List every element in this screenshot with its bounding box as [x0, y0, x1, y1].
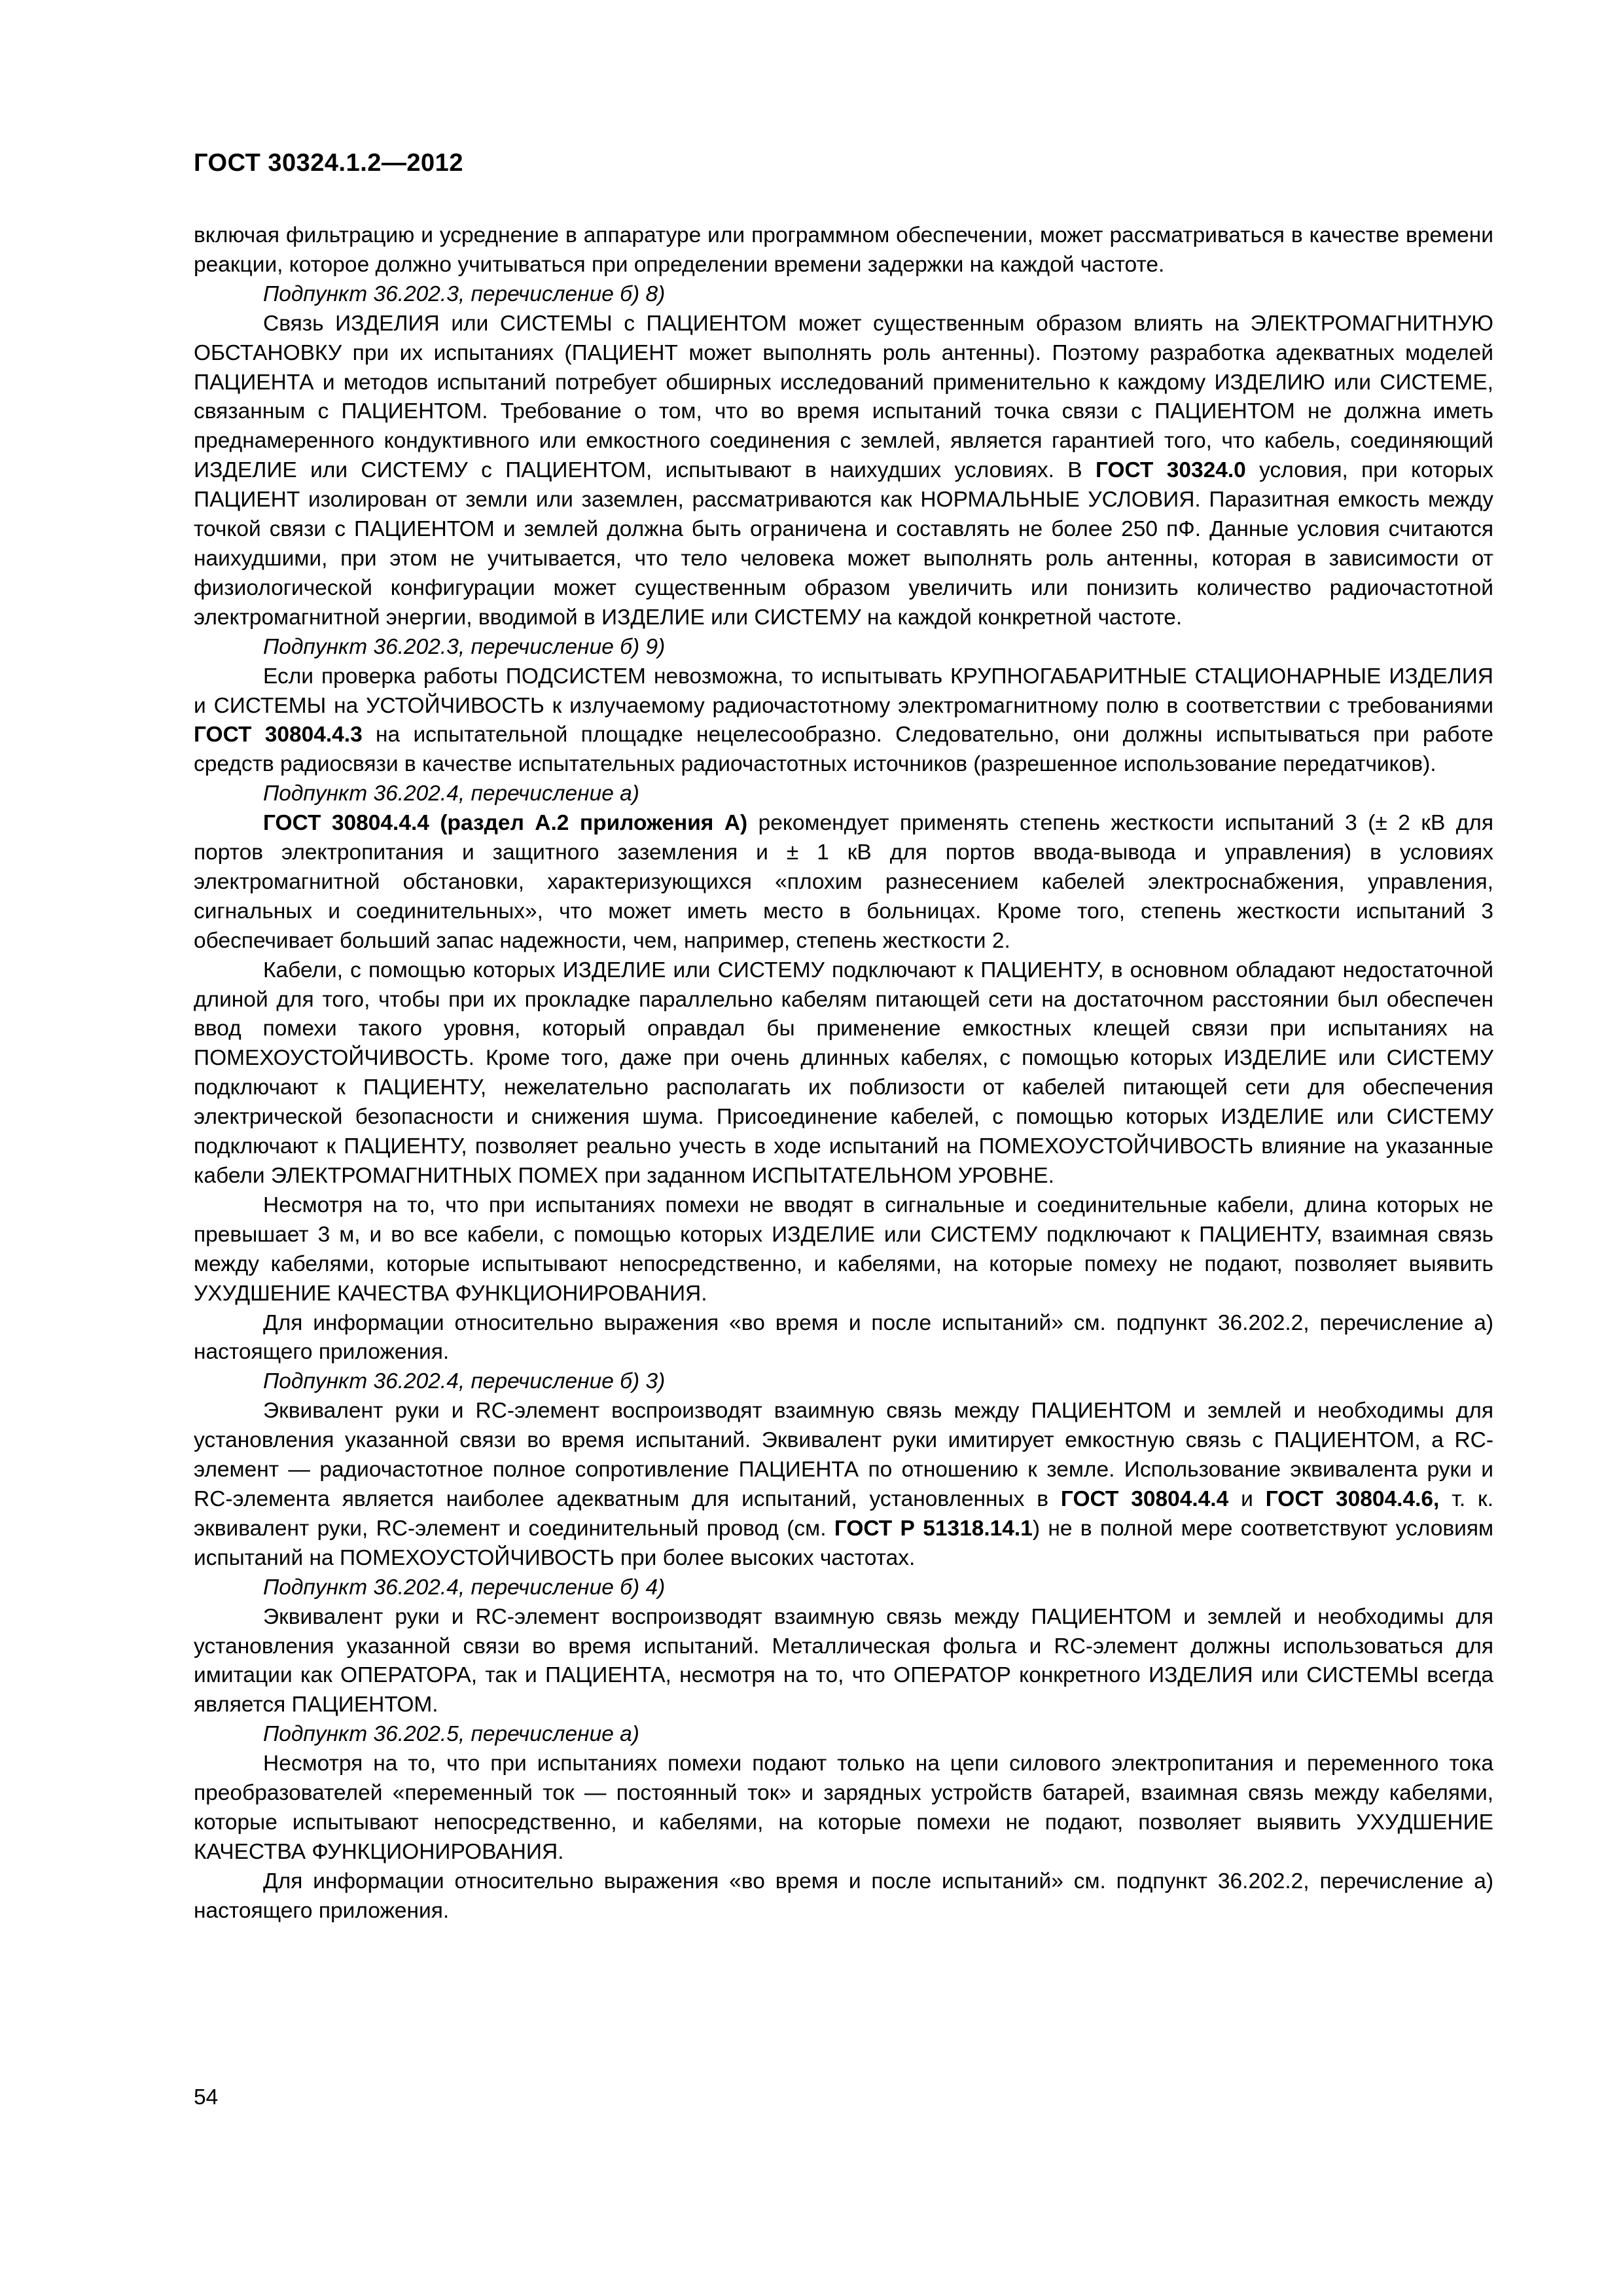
body-paragraph — [194, 662, 1493, 780]
text-run: Подпункт 36.202.4, перечисление б) 3) — [263, 1369, 666, 1394]
body-paragraph — [194, 310, 1493, 633]
body-paragraph — [194, 1397, 1493, 1573]
text-run: включая фильтрацию и усреднение в аппаратуре или программном обеспечении, может рассматриваться в качестве времени реакции, которое должно учитываться при определении времени задержки на каждой частоте. — [194, 223, 1493, 277]
body-paragraph — [194, 1309, 1493, 1368]
body-paragraph — [194, 1603, 1493, 1721]
text-run: рекомендует применять степень жесткости испытаний 3 (± 2 кВ для портов электропитания и защитного заземления и ± 1 кВ для портов ввода-вывода и управления) в условиях электромагнитной обстановки, характеризующихся «плохим разнесением кабелей электроснабжения, управления, сигнальных и соединительных», что может иметь место в больницах. Кроме того, степень жесткости испытаний 3 обеспечивает больший запас надежности, чем, например, степень жесткости 2. — [194, 811, 1493, 953]
subclause-heading — [194, 1573, 1493, 1603]
text-run: и — [1228, 1486, 1266, 1511]
text-run: Подпункт 36.202.4, перечисление а) — [263, 781, 639, 806]
standard-reference: ГОСТ 30324.0 — [1095, 458, 1246, 483]
subclause-heading — [194, 1720, 1493, 1749]
text-run: Подпункт 36.202.3, перечисление б) 9) — [263, 634, 666, 659]
standard-reference: ГОСТ 30804.4.6, — [1265, 1486, 1440, 1511]
text-run: Если проверка работы ПОДСИСТЕМ невозможна, то испытывать КРУПНОГАБАРИТНЫЕ СТАЦИОНАРНЫЕ ИЗДЕЛИЯ и СИСТЕМЫ на УСТОЙЧИВОСТЬ к излучаемому радиочастотному электромагнитному полю в соответствии с требованиями — [194, 664, 1493, 718]
text-run: Подпункт 36.202.4, перечисление б) 4) — [263, 1575, 666, 1600]
text-run: Подпункт 36.202.3, перечисление б) 8) — [263, 281, 666, 306]
standard-reference: ГОСТ 30804.4.4 (раздел А.2 приложения А) — [263, 811, 748, 836]
text-run: Связь ИЗДЕЛИЯ или СИСТЕМЫ с ПАЦИЕНТОМ может существенным образом влиять на ЭЛЕКТРОМАГНИТНУЮ ОБСТАНОВКУ при их испытаниях (ПАЦИЕНТ может выполнять роль антенны). Поэтому разработка адекватных моделей ПАЦИЕНТА и методов испытаний потребует обширных исследований применительно к каждому ИЗДЕЛИЮ или СИСТЕМЕ, связанным с ПАЦИЕНТОМ. Требование о том, что во время испытаний точка связи с ПАЦИЕНТОМ не должна иметь преднамеренного кондуктивного или емкостного соединения с землей, является гарантией того, что кабель, соединяющий ИЗДЕЛИЕ или СИСТЕМУ с ПАЦИЕНТОМ, испытывают в наихудших условиях. В — [194, 311, 1493, 483]
body-paragraph — [194, 1191, 1493, 1309]
text-run: Подпункт 36.202.5, перечисление а) — [263, 1722, 639, 1747]
page-number: 54 — [194, 2085, 219, 2109]
standard-reference: ГОСТ 30804.4.4 — [1060, 1486, 1229, 1511]
body-paragraph — [194, 1867, 1493, 1926]
document-header: ГОСТ 30324.1.2—2012 — [194, 149, 463, 177]
text-run: Несмотря на то, что при испытаниях помехи подают только на цепи силового электропитания и переменного тока преобразователей «переменный ток — постоянный ток» и зарядных устройств батарей, взаимная связь между кабелями, которые испытывают непосредственно, и кабелями, на которые помехи не подают, позволяет выявить УХУДШЕНИЕ КАЧЕСТВА ФУНКЦИОНИРОВАНИЯ. — [194, 1751, 1493, 1864]
text-run: ) не в полной мере соответствуют условиям испытаний на ПОМЕХОУСТОЙЧИВОСТЬ при более высоких частотах. — [194, 1516, 1494, 1570]
body-paragraph — [194, 809, 1493, 956]
subclause-heading — [194, 780, 1493, 809]
text-run: Кабели, с помощью которых ИЗДЕЛИЕ или СИСТЕМУ подключают к ПАЦИЕНТУ, в основном обладают недостаточной длиной для того, чтобы при их прокладке параллельно кабелям питающей сети на достаточном расстоянии был обеспечен ввод помехи такого уровня, который оправдал бы применение емкостных клещей связи при испытаниях на ПОМЕХОУСТОЙЧИВОСТЬ. Кроме того, даже при очень длинных кабелях, с помощью которых ИЗДЕЛИЕ или СИСТЕМУ подключают к ПАЦИЕНТУ, нежелательно располагать их поблизости от кабелей питающей сети для обеспечения электрической безопасности и снижения шума. Присоединение кабелей, с помощью которых ИЗДЕЛИЕ или СИСТЕМУ подключают к ПАЦИЕНТУ, позволяет реально учесть в ходе испытаний на ПОМЕХОУСТОЙЧИВОСТЬ влияние на указанные кабели ЭЛЕКТРОМАГНИТНЫХ ПОМЕХ при заданном ИСПЫТАТЕЛЬНОМ УРОВНЕ. — [194, 958, 1493, 1188]
text-run: Для информации относительно выражения «во время и после испытаний» см. подпункт 36.202.2, перечисление а) настоящего приложения. — [194, 1310, 1493, 1365]
subclause-heading — [194, 633, 1493, 662]
subclause-heading — [194, 1367, 1493, 1397]
body-paragraph — [194, 1749, 1493, 1867]
standard-reference: ГОСТ Р 51318.14.1 — [834, 1516, 1033, 1541]
text-run: т. к. эквивалент руки, RC-элемент и соединительный провод (см. — [194, 1486, 1493, 1541]
text-run: Эквивалент руки и RC-элемент воспроизводят взаимную связь между ПАЦИЕНТОМ и землей и необходимы для установления указанной связи во время испытаний. Металлическая фольга и RC-элемент должны использоваться для имитации как ОПЕРАТОРА, так и ПАЦИЕНТА, несмотря на то, что ОПЕРАТОР конкретного ИЗДЕЛИЯ или СИСТЕМЫ всегда является ПАЦИЕНТОМ. — [194, 1604, 1493, 1717]
text-run: Эквивалент руки и RC-элемент воспроизводят взаимную связь между ПАЦИЕНТОМ и землей и необходимы для установления указанной связи во время испытаний. Эквивалент руки имитирует емкостную связь с ПАЦИЕНТОМ, а RC-элемент — радиочастотное полное сопротивление ПАЦИЕНТА по отношению к земле. Использование эквивалента руки и RC-элемента является наиболее адекватным для испытаний, установленных в — [194, 1399, 1493, 1511]
body-paragraph — [194, 221, 1493, 280]
text-run: условия, при которых ПАЦИЕНТ изолирован от земли или заземлен, рассматриваются как НОРМАЛЬНЫЕ УСЛОВИЯ. Паразитная емкость между точкой связи с ПАЦИЕНТОМ и землей должна быть ограничена и составлять не более 250 пФ. Данные условия считаются наихудшими, при этом не учитывается, что тело человека может выполнять роль антенны, которая в зависимости от физиологической конфигурации может существенным образом увеличить или понизить количество радиочастотной электромагнитной энергии, вводимой в ИЗДЕЛИЕ или СИСТЕМУ на каждой конкретной частоте. — [194, 458, 1493, 630]
document-body — [194, 221, 1493, 1926]
text-run: Для информации относительно выражения «во время и после испытаний» см. подпункт 36.202.2, перечисление а) настоящего приложения. — [194, 1869, 1493, 1923]
subclause-heading — [194, 280, 1493, 310]
standard-reference: ГОСТ 30804.4.3 — [194, 723, 363, 747]
text-run: на испытательной площадке нецелесообразно. Следовательно, они должны испытываться при работе средств радиосвязи в качестве испытательных радиочастотных источников (разрешенное использование передатчиков). — [194, 723, 1493, 777]
body-paragraph — [194, 956, 1493, 1191]
text-run: Несмотря на то, что при испытаниях помехи не вводят в сигнальные и соединительные кабели, длина которых не превышает 3 м, и во все кабели, с помощью которых ИЗДЕЛИЕ или СИСТЕМУ подключают к ПАЦИЕНТУ, взаимная связь между кабелями, которые испытывают непосредственно, и кабелями, на которые помеху не подают, позволяет выявить УХУДШЕНИЕ КАЧЕСТВА ФУНКЦИОНИРОВАНИЯ. — [194, 1193, 1493, 1306]
